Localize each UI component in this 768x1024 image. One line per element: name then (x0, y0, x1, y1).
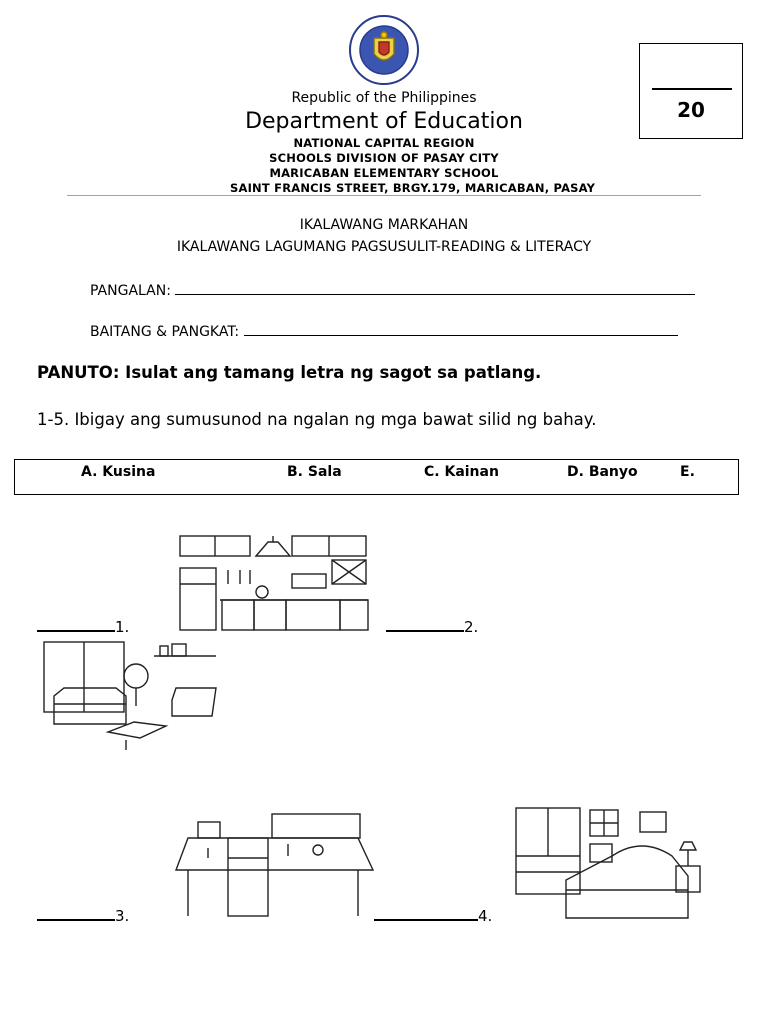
section-field[interactable] (90, 321, 678, 340)
section-label: BAITANG & PANGKAT: (90, 324, 240, 340)
answer-4[interactable] (374, 905, 492, 925)
choice-d: D. Banyo (567, 464, 638, 480)
answer-3-label: 3. (115, 907, 130, 925)
bedroom-drawing (512, 806, 704, 922)
answer-1-label: 1. (115, 618, 130, 636)
answer-4-label: 4. (478, 907, 493, 925)
dining-room-drawing (168, 808, 378, 918)
kitchen-drawing (178, 534, 370, 632)
instruction-text: 1-5. Ibigay ang sumusunod na ngalan ng mga bawat silid ng bahay. (37, 410, 597, 429)
name-blank[interactable] (175, 280, 695, 295)
choice-a: A. Kusina (81, 464, 156, 480)
section-blank[interactable] (244, 321, 678, 336)
department-title: Department of Education (245, 109, 523, 134)
division-text: SCHOOLS DIVISION OF PASAY CITY (269, 151, 499, 165)
address-text: SAINT FRANCIS STREET, BRGY.179, MARICABAN, PASAY (230, 181, 596, 195)
region-text: NATIONAL CAPITAL REGION (293, 136, 475, 150)
seal-icon (348, 14, 420, 86)
answer-1[interactable] (37, 616, 129, 636)
living-room-drawing (40, 640, 220, 752)
quiz-title: IKALAWANG LAGUMANG PAGSUSULIT-READING & LITERACY (176, 239, 592, 255)
answer-2[interactable] (386, 616, 478, 636)
name-label: PANGALAN: (90, 283, 171, 299)
choice-b: B. Sala (287, 464, 342, 480)
quarter-title: IKALAWANG MARKAHAN (299, 217, 469, 233)
answer-4-blank[interactable] (374, 905, 478, 921)
answer-3-blank[interactable] (37, 905, 115, 921)
choice-e: E. (680, 464, 695, 480)
school-text: MARICABAN ELEMENTARY SCHOOL (269, 166, 499, 180)
header-divider (67, 195, 701, 196)
answer-2-blank[interactable] (386, 616, 464, 632)
republic-text: Republic of the Philippines (291, 90, 477, 106)
name-field[interactable] (90, 280, 695, 299)
choice-c: C. Kainan (424, 464, 499, 480)
deped-seal-logo (348, 14, 420, 86)
choices-box (14, 459, 739, 495)
answer-2-label: 2. (464, 618, 479, 636)
panuto-text: PANUTO: Isulat ang tamang letra ng sagot sa patlang. (37, 363, 542, 382)
answer-3[interactable] (37, 905, 129, 925)
answer-1-blank[interactable] (37, 616, 115, 632)
score-total: 20 (677, 98, 705, 122)
